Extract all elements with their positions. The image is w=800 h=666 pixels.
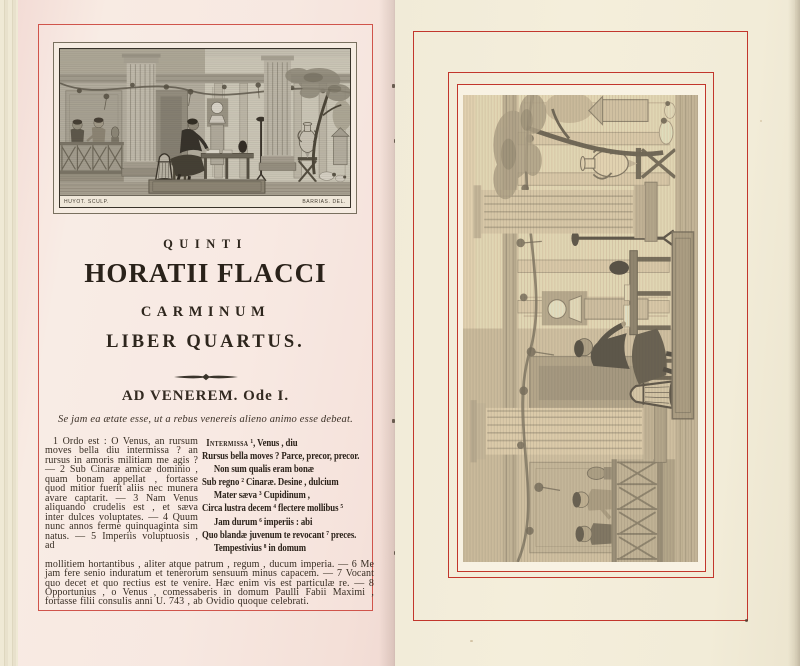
series-title: CARMINUM [140, 304, 271, 320]
right-page [395, 0, 795, 666]
ornament-divider [40, 368, 371, 386]
commentary-continuation: mollitiem hortantibus , aliter atque patrum , regum , ducum imperia. — 6 Me jam fere senio induratum et tenerorum sensuum minus capacem. — 7 Vocant quo decet et quo rectius est te venire. Hæc enim vis est particulæ re. — 8 Opportunius , o Venus , comessaberis in domum Paulli Fabii Maximi , fortasse filii consulis anni U. 743 , ab Ovidio quoque celebrati. [45, 559, 374, 608]
page-edges-right [788, 0, 800, 666]
engraving-image [59, 48, 351, 208]
left-page [18, 0, 395, 666]
verse-line: Sub regno ² Cinaræ. Desine , dulcium [202, 477, 339, 489]
ink-speck [745, 619, 748, 622]
verse-line: Quo blandæ juvenum te revocant ⁷ preces. [202, 529, 357, 541]
verse-line: Tempestivius ⁸ in domum [213, 542, 306, 554]
foxing-spot [470, 640, 473, 642]
plate-scene-svg [463, 95, 698, 562]
artist-credit: BARRIAS. DEL. [302, 199, 346, 205]
ode-text [202, 438, 382, 556]
verse-first-word: Intermissa [206, 438, 249, 449]
ornament-svg [174, 373, 238, 381]
book-title: LIBER QUARTUS. [106, 332, 305, 352]
ode-heading: AD VENEREM. Ode I. [121, 388, 290, 404]
engraving-frame [53, 42, 357, 214]
engraver-credit: HUYOT. SCULP. [64, 199, 109, 205]
plate-image [463, 95, 698, 562]
verse-line: Non sum qualis eram bonæ [213, 464, 315, 476]
verse-line [202, 438, 382, 451]
foxing-spot [760, 120, 762, 122]
main-title: HORATII FLACCI [84, 258, 327, 288]
engraving-caption-band [60, 195, 350, 207]
verse-line: Circa lustra decem ⁴ flectere mollibus ⁵ [202, 503, 344, 515]
verse-line: Jam durum ⁶ imperiis : abi [213, 516, 313, 528]
ode-argument: Se jam ea ætate esse, ut a rebus venereis alieno animo esse debeat. [58, 414, 353, 425]
verse-line-rest: ¹, Venus , diu [248, 438, 298, 449]
half-title: QUINTI [163, 237, 248, 251]
verse-line: Mater sæva ³ Cupidinum , [213, 490, 310, 502]
engraving-scene-svg [60, 49, 350, 196]
page-edges-left [0, 0, 20, 666]
commentary-column: 1 Ordo est : O Venus, an rursum moves bella diu intermissa ? an rursus in amoris militiam me agis ? — 2 Sub Cinaræ amicæ dominio , quam bonam appellat , fortasse quod mitior fuerit aliis nec munera avare captarit. — 3 Nam Venus aliquando crudelis est , et sæva inter dulces voluptates. — 4 Quum nunc annos ferme quinquaginta sim natus. — 5 Imperiis voluptuosis , ad [45, 436, 198, 551]
verse-line: Rursus bella moves ? Parce, precor, precor. [202, 451, 360, 463]
